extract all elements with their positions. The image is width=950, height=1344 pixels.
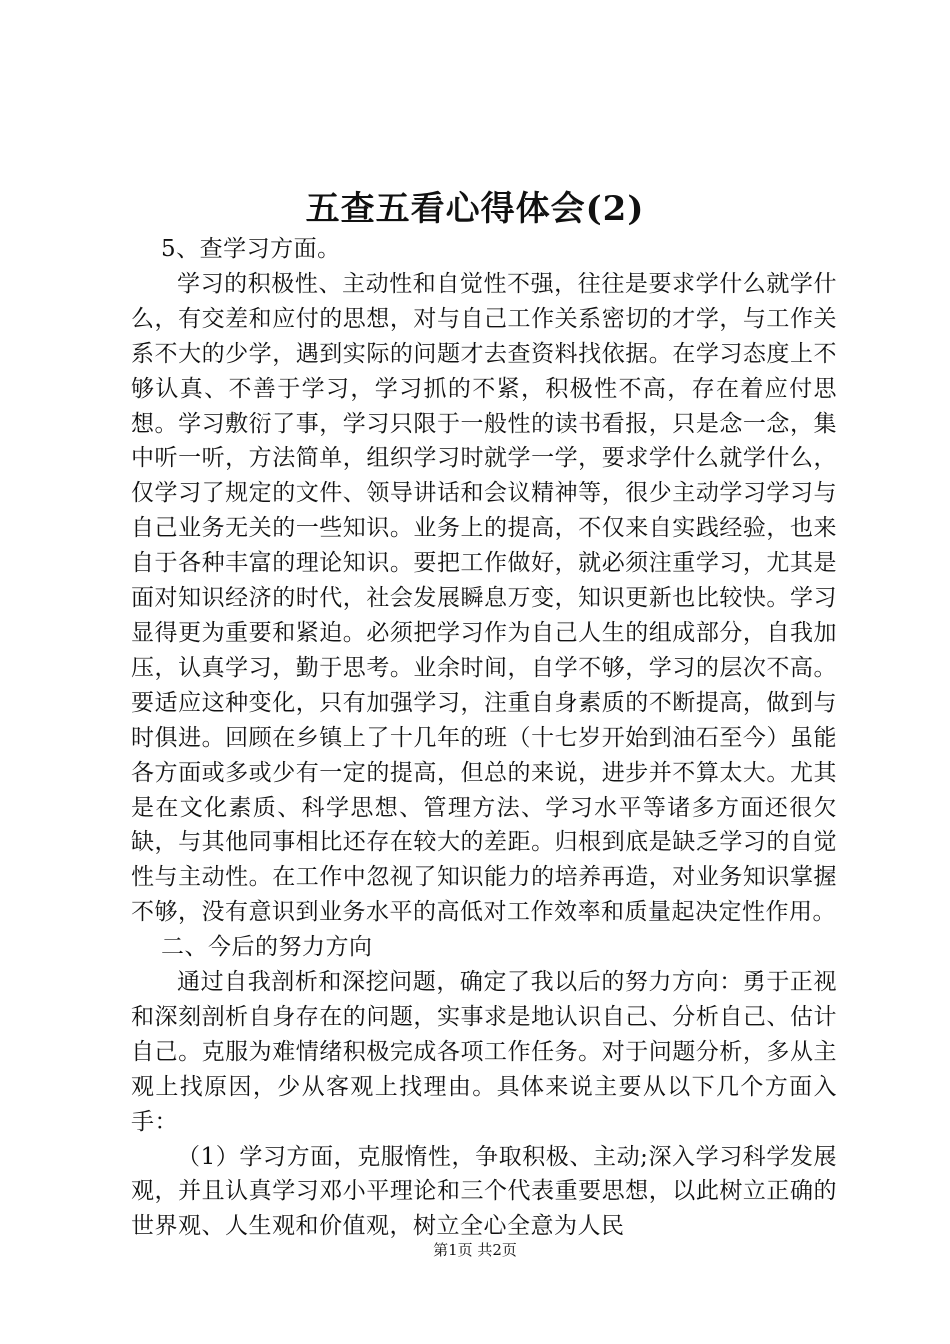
section-heading-study: 5、查学习方面。	[161, 236, 341, 262]
document-title: 五查五看心得体会(2)	[305, 189, 645, 229]
paragraph-study-problems: 学习的积极性、主动性和自觉性不强，往往是要求学什么就学什么，有交差和应付的思想，对与自己工作关系密切的才学，与工作关系不大的少学，遇到实际的问题才去查资料找依据。在学习态度上不够认真、不善于学习，学习抓的不紧，积极性不高，存在着应付思想。学习敷衍了事，学习只限于一般性的读书看报，只是念一念，集中听一听，方法简单，组织学习时就学一学，要求学什么就学什么，仅学习了规定的文件、领导讲话和会议精神等，很少主动学习学习与自己业务无关的一些知识。业务上的提高，不仅来自实践经验，也来自于各种丰富的理论知识。要把工作做好，就必须注重学习，尤其是面对知识经济的时代，社会发展瞬息万变，知识更新也比较快。学习显得更为重要和紧迫。必须把学习作为自己人生的组成部分，自我加压，认真学习，勤于思考。业余时间，自学不够，学习的层次不高。要适应这种变化，只有加强学习，注重自身素质的不断提高，做到与时俱进。回顾在乡镇上了十几年的班（十七岁开始到油石至今）虽能各方面或多或少有一定的提高，但总的来说，进步并不算太大。尤其是在文化素质、科学思想、管理方法、学习水平等诸多方面还很欠缺，与其他同事相比还存在较大的差距。归根到底是缺乏学习的自觉性与主动性。在工作中忽视了知识能力的培养再造，对业务知识掌握不够，没有意识到业务水平的高低对工作效率和质量起决定性作用。	[131, 270, 837, 926]
page-number-footer: 第1页 共2页	[433, 1241, 517, 1259]
section-heading-future-direction: 二、今后的努力方向	[161, 934, 373, 961]
paragraph-item-1-study: （1）学习方面，克服惰性，争取积极、主动;深入学习科学发展观，并且认真学习邓小平理论和三个代表重要思想，以此树立正确的世界观、人生观和价值观，树立全心全意为人民	[131, 1143, 837, 1240]
document-body	[131, 232, 837, 1244]
paragraph-future-direction: 通过自我剖析和深挖问题，确定了我以后的努力方向：勇于正视和深刻剖析自身存在的问题，实事求是地认识自己、分析自己、估计自己。克服为难情绪积极完成各项工作任务。对于问题分析，多从主观上找原因，少从客观上找理由。具体来说主要从以下几个方面入手：	[131, 969, 837, 1135]
